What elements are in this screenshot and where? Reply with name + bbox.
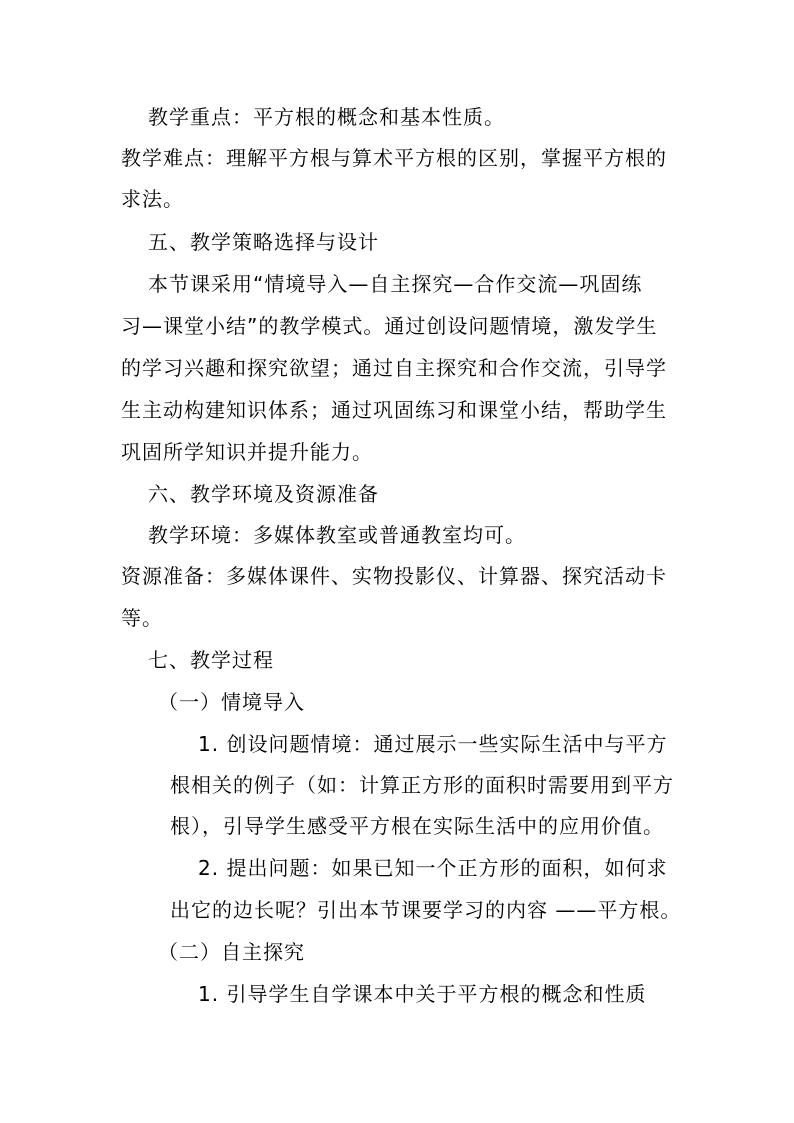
section-heading-process: 七、教学过程 [148,648,274,672]
subsection-heading-intro: （一）情境导入 [158,690,305,714]
environment-line: 教学环境：多媒体教室或普通教室均可。 [148,523,526,547]
intro-item-2-line-2: 出它的边长呢？引出本节课要学习的内容 ——平方根。 [170,898,682,922]
intro-item-2-line-1: 2. 提出问题：如果已知一个正方形的面积，如何求 [198,856,668,880]
strategy-paragraph-line-5: 巩固所学知识并提升能力。 [121,440,373,464]
strategy-paragraph-line-1: 本节课采用“情境导入—自主探究—合作交流—巩固练 [148,272,643,296]
section-heading-strategy: 五、教学策略选择与设计 [148,230,379,254]
teaching-focus-line: 教学重点：平方根的概念和基本性质。 [148,105,505,129]
subsection-heading-explore: （二）自主探究 [158,940,305,964]
resource-line: 资源准备：多媒体课件、实物投影仪、计算器、探究活动卡 [121,564,667,588]
teaching-difficulty-line-cont: 求法。 [121,187,184,211]
strategy-paragraph-line-3: 的学习兴趣和探究欲望；通过自主探究和合作交流，引导学 [121,356,667,380]
intro-item-1-line-1: 1. 创设问题情境：通过展示一些实际生活中与平方 [198,732,668,756]
explore-item-1-line-1: 1. 引导学生自学课本中关于平方根的概念和性质 [198,982,647,1006]
strategy-paragraph-line-2: 习—课堂小结”的教学模式。通过创设问题情境，激发学生 [121,314,658,338]
strategy-paragraph-line-4: 生主动构建知识体系；通过巩固练习和课堂小结，帮助学生 [121,398,667,422]
intro-item-1-line-2: 根相关的例子（如：计算正方形的面积时需要用到平方 [170,773,674,797]
intro-item-1-line-3: 根），引导学生感受平方根在实际生活中的应用价值。 [170,814,664,838]
teaching-difficulty-line: 教学难点：理解平方根与算术平方根的区别，掌握平方根的 [121,146,667,170]
resource-line-cont: 等。 [121,606,163,630]
section-heading-environment: 六、教学环境及资源准备 [148,482,379,506]
